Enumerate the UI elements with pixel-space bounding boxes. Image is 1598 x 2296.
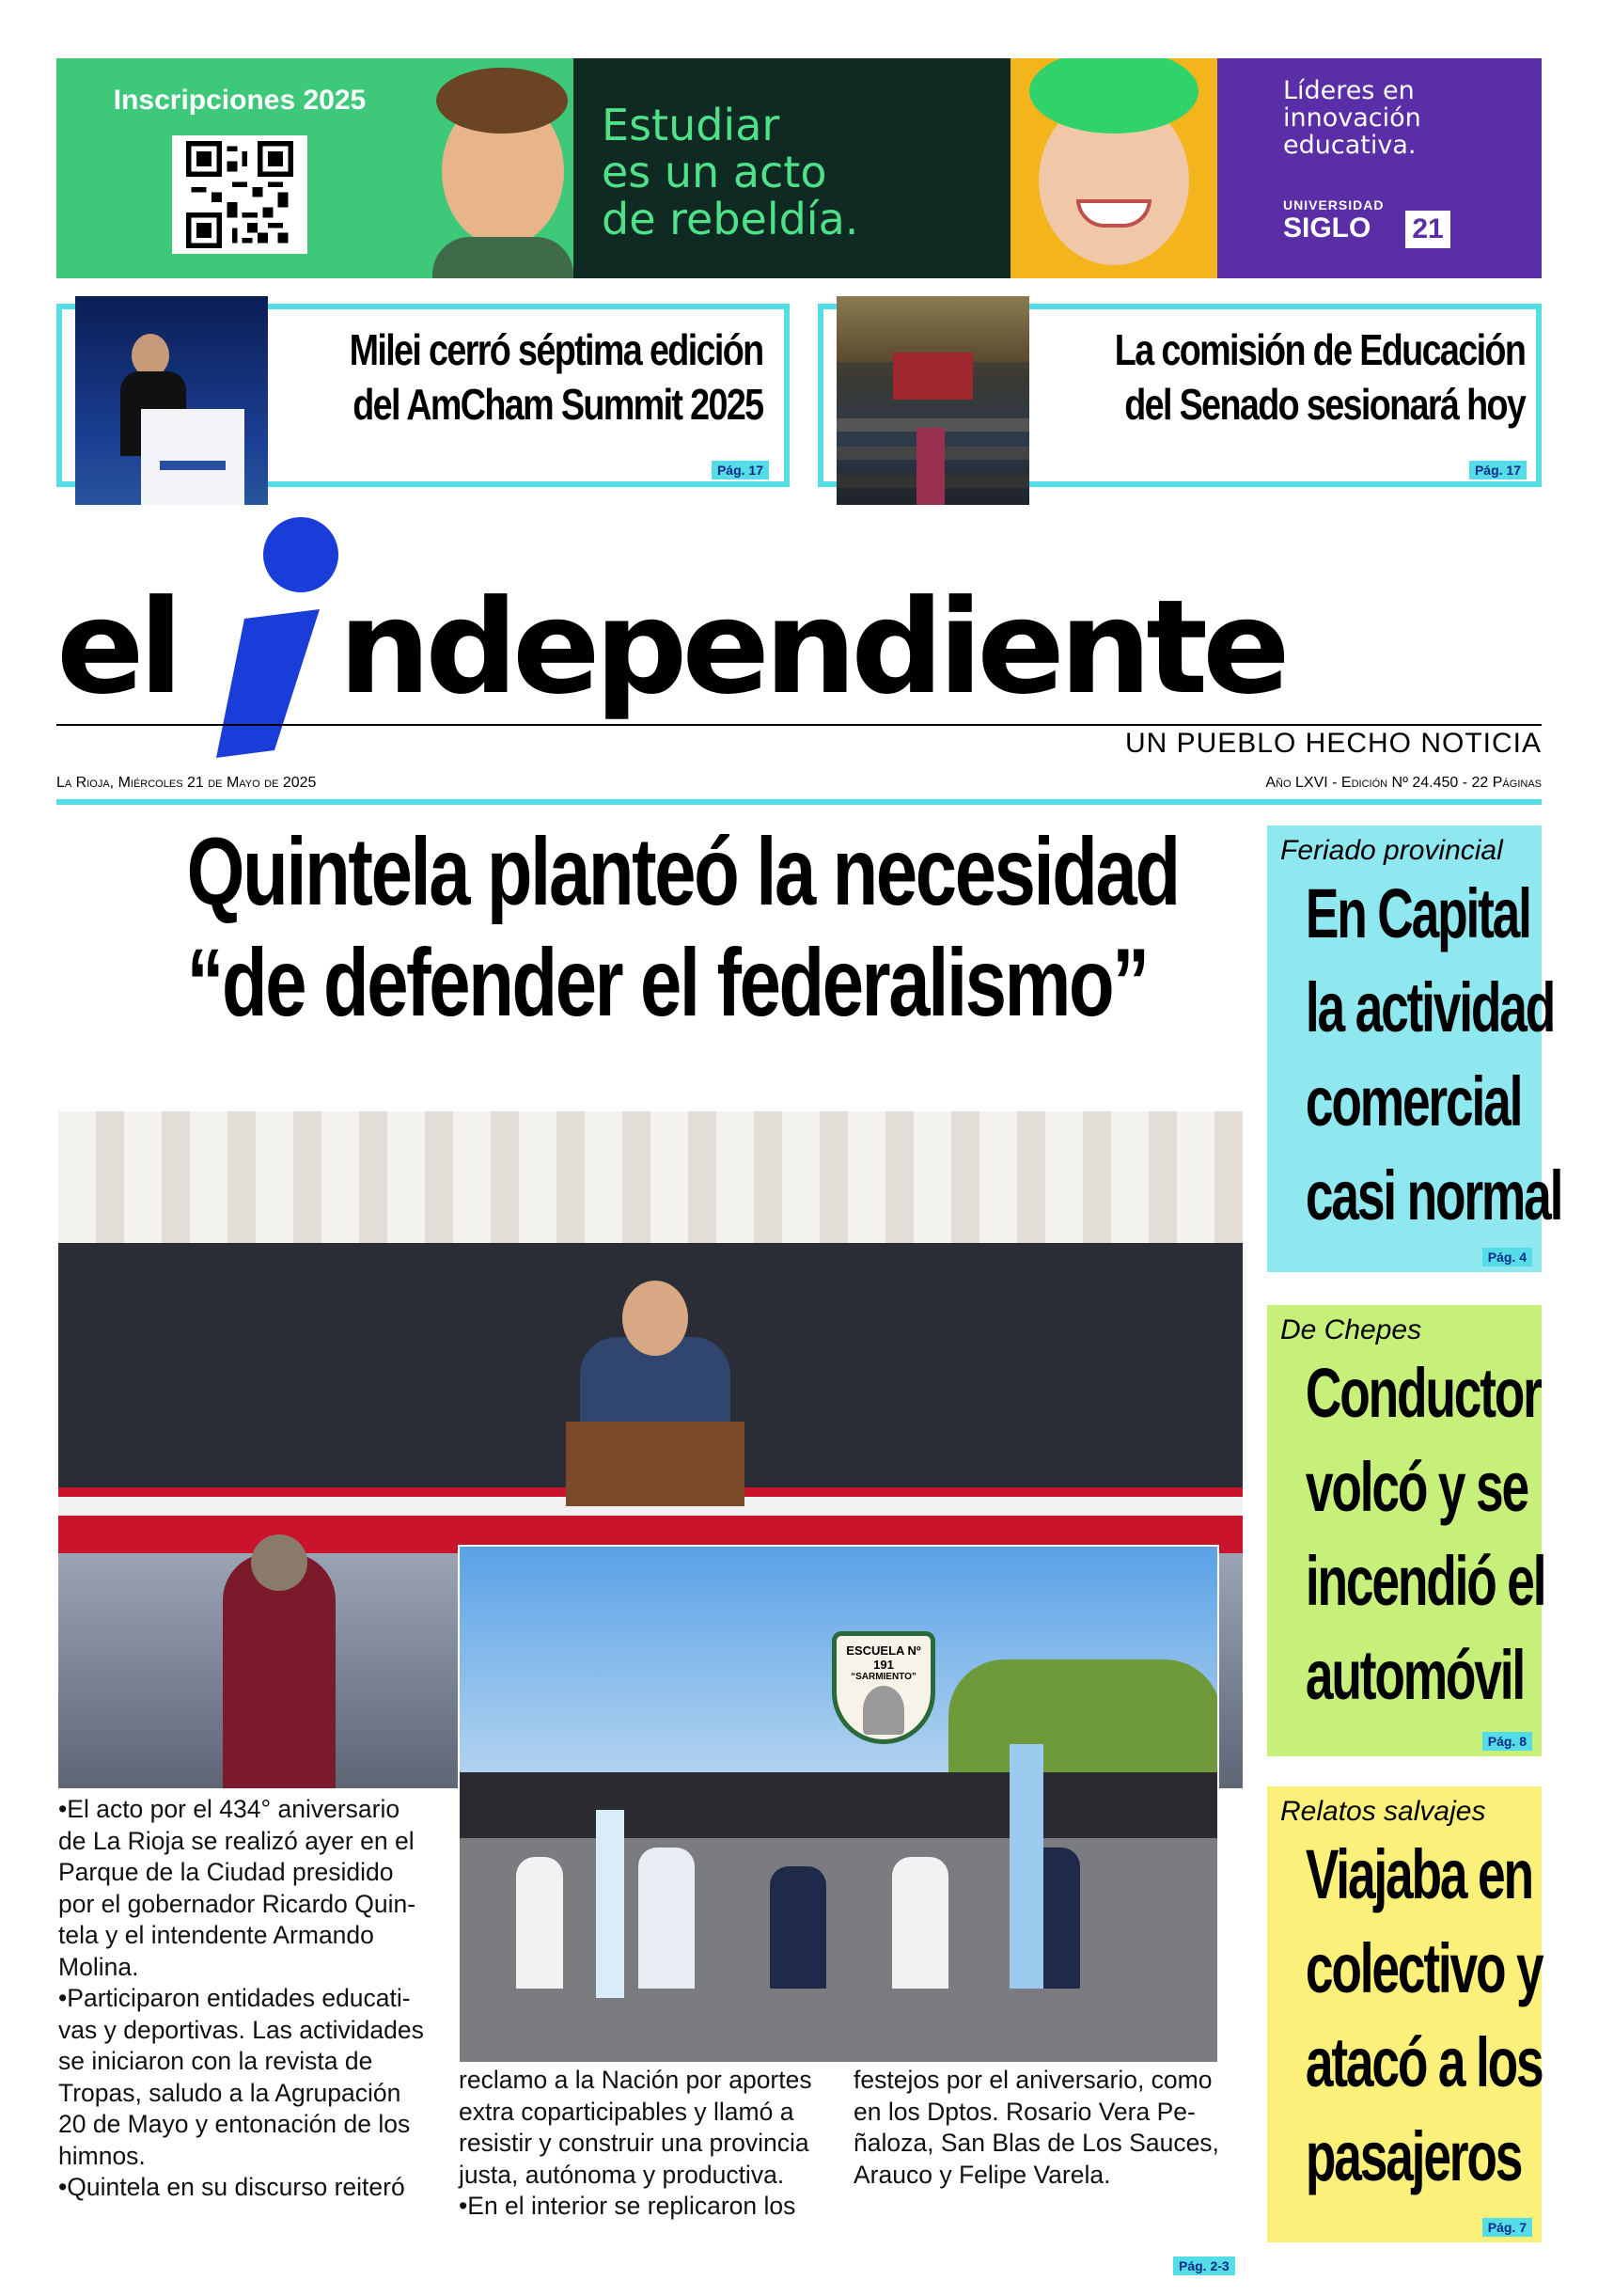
body-line: resistir y construir una provincia <box>459 2129 809 2157</box>
sidebar-chepes[interactable] <box>1267 1305 1545 1756</box>
body-line: tela y el intendente Armando <box>58 1921 374 1949</box>
body-line: extra coparticipables y llamó a <box>459 2097 794 2126</box>
body-column-1 <box>58 1794 439 2204</box>
main-headline[interactable] <box>186 816 1179 1038</box>
ad-slogan-line: de rebeldía. <box>602 194 859 244</box>
body-line: festejos por el aniversario, como <box>854 2066 1213 2094</box>
ad-leaders-line: Líderes en <box>1283 76 1415 105</box>
page-ref: Pág. 17 <box>712 461 769 480</box>
dateline: La Rioja, Miércoles 21 de Mayo de 2025 <box>56 775 317 791</box>
teaser-photo-milei <box>75 296 268 505</box>
teaser-headline-line: Milei cerró séptima edición <box>350 325 763 374</box>
page-ref: Pág. 4 <box>1482 1248 1532 1266</box>
university-name: SIGLO <box>1283 212 1371 244</box>
page-ref: Pág. 17 <box>1469 461 1527 480</box>
ad-leaders-line: innovación <box>1283 103 1421 133</box>
body-column-2 <box>459 2065 839 2223</box>
logo-el-text: el <box>56 572 178 723</box>
body-line: 20 de Mayo y entonación de los <box>58 2110 411 2138</box>
sidebar-relatos[interactable] <box>1267 1786 1542 2242</box>
teaser-headline-line: La comisión de Educación <box>1114 325 1525 374</box>
university-label: UNIVERSIDAD <box>1283 197 1385 212</box>
ad-slogan-line: Estudiar <box>602 100 780 150</box>
school-shield-name: “SARMIENTO” <box>851 1672 916 1682</box>
sidebar-headline <box>1305 867 1562 1243</box>
sidebar-headline-line: Conductor <box>1305 1354 1541 1432</box>
ad-slogan <box>602 102 858 243</box>
logo-el <box>56 572 178 723</box>
sidebar-headline-line: la actividad <box>1305 968 1555 1046</box>
main-headline-line: Quintela planteó la necesidad <box>186 818 1179 925</box>
sidebar-headline-line: En Capital <box>1305 874 1530 952</box>
ad-title: Inscripciones 2025 <box>113 85 367 116</box>
ad-qr-panel <box>56 58 423 278</box>
body-line: ñaloza, San Blas de Los Sauces, <box>854 2129 1219 2157</box>
ad-university-panel <box>1217 58 1542 278</box>
ad-slogan-line: es un acto <box>602 147 827 197</box>
ad-model-photo-1 <box>423 58 573 278</box>
sidebar-feriado[interactable] <box>1267 826 1562 1272</box>
sidebar-kicker: Feriado provincial <box>1280 835 1503 866</box>
school-shield <box>832 1631 935 1744</box>
body-line: Parque de la Ciudad presidido <box>58 1858 394 1886</box>
ad-banner[interactable] <box>56 58 1542 278</box>
body-line: justa, autónoma y productiva. <box>459 2160 785 2189</box>
logo-i-icon <box>207 515 348 764</box>
ad-slogan-panel <box>573 58 1010 278</box>
sidebar-headline <box>1305 1828 1543 2204</box>
inset-photo <box>458 1545 1219 2064</box>
page-ref: Pág. 2-3 <box>1173 2257 1235 2275</box>
teaser-headline-line: del AmCham Summit 2025 <box>352 380 763 429</box>
page-ref: Pág. 8 <box>1482 1732 1532 1751</box>
sidebar-headline-line: comercial <box>1305 1062 1522 1140</box>
sidebar-headline-line: pasajeros <box>1305 2117 1522 2195</box>
teaser-senado[interactable] <box>818 304 1542 487</box>
body-line: se iniciaron con la revista de <box>58 2047 373 2075</box>
teaser-headline-line: del Senado sesionará hoy <box>1123 380 1525 429</box>
main-headline-line: “de defender el federalismo” <box>186 929 1148 1036</box>
sidebar-headline-line: incendió el <box>1305 1542 1545 1620</box>
body-line: Tropas, saludo a la Agrupación <box>58 2078 401 2107</box>
body-line: himnos. <box>58 2141 146 2170</box>
body-column-3 <box>854 2065 1234 2191</box>
school-shield-title: ESCUELA Nº 191 <box>846 1643 921 1672</box>
logo-independiente: ndependiente <box>338 572 1285 723</box>
logo-i-letter <box>56 515 57 516</box>
ad-leaders-line: educativa. <box>1283 131 1417 160</box>
body-line: Arauco y Felipe Varela. <box>854 2160 1111 2189</box>
university-mark: 21 <box>1405 211 1450 248</box>
sidebar-headline-line: colectivo y <box>1305 1929 1543 2007</box>
body-line: vas y deportivas. Las actividades <box>58 2015 424 2044</box>
page-ref: Pág. 7 <box>1482 2218 1532 2237</box>
body-line: en los Dptos. Rosario Vera Pe- <box>854 2097 1196 2126</box>
teaser-milei[interactable] <box>56 304 790 487</box>
sidebar-headline-line: Viajaba en <box>1305 1835 1532 1913</box>
teaser-photo-senado <box>837 296 1029 505</box>
body-line: Molina. <box>58 1952 139 1981</box>
edition-info: Año LXVI - Edición Nº 24.450 - 22 Páginas <box>1265 775 1542 791</box>
masthead-rule <box>56 724 1542 726</box>
sidebar-headline <box>1305 1346 1545 1722</box>
sidebar-headline-line: automóvil <box>1305 1636 1525 1714</box>
body-line: de La Rioja se realizó ayer en el <box>58 1826 415 1855</box>
teaser-headline <box>350 322 763 432</box>
body-line: reclamo a la Nación por aportes <box>459 2066 812 2094</box>
body-line: por el gobernador Ricardo Quin- <box>58 1889 416 1918</box>
body-line: •Quintela en su discurso reiteró <box>58 2173 405 2201</box>
qr-code-icon[interactable] <box>172 135 307 254</box>
sidebar-kicker: Relatos salvajes <box>1280 1796 1486 1827</box>
sidebar-headline-line: atacó a los <box>1305 2023 1543 2101</box>
masthead <box>56 515 1542 760</box>
divider-rule <box>56 799 1542 805</box>
body-line: •El acto por el 434° aniversario <box>58 1795 400 1823</box>
sidebar-headline-line: casi normal <box>1305 1156 1562 1234</box>
body-line: •Participaron entidades educati- <box>58 1984 411 2012</box>
sidebar-headline-line: volcó y se <box>1305 1448 1528 1526</box>
body-line: •En el interior se replicaron los <box>459 2192 796 2220</box>
sidebar-kicker: De Chepes <box>1280 1314 1422 1345</box>
teaser-headline <box>1115 322 1525 432</box>
ad-leaders-text <box>1283 77 1421 159</box>
ad-model-photo-2 <box>1010 58 1217 278</box>
masthead-slogan: UN PUEBLO HECHO NOTICIA <box>1124 728 1542 759</box>
